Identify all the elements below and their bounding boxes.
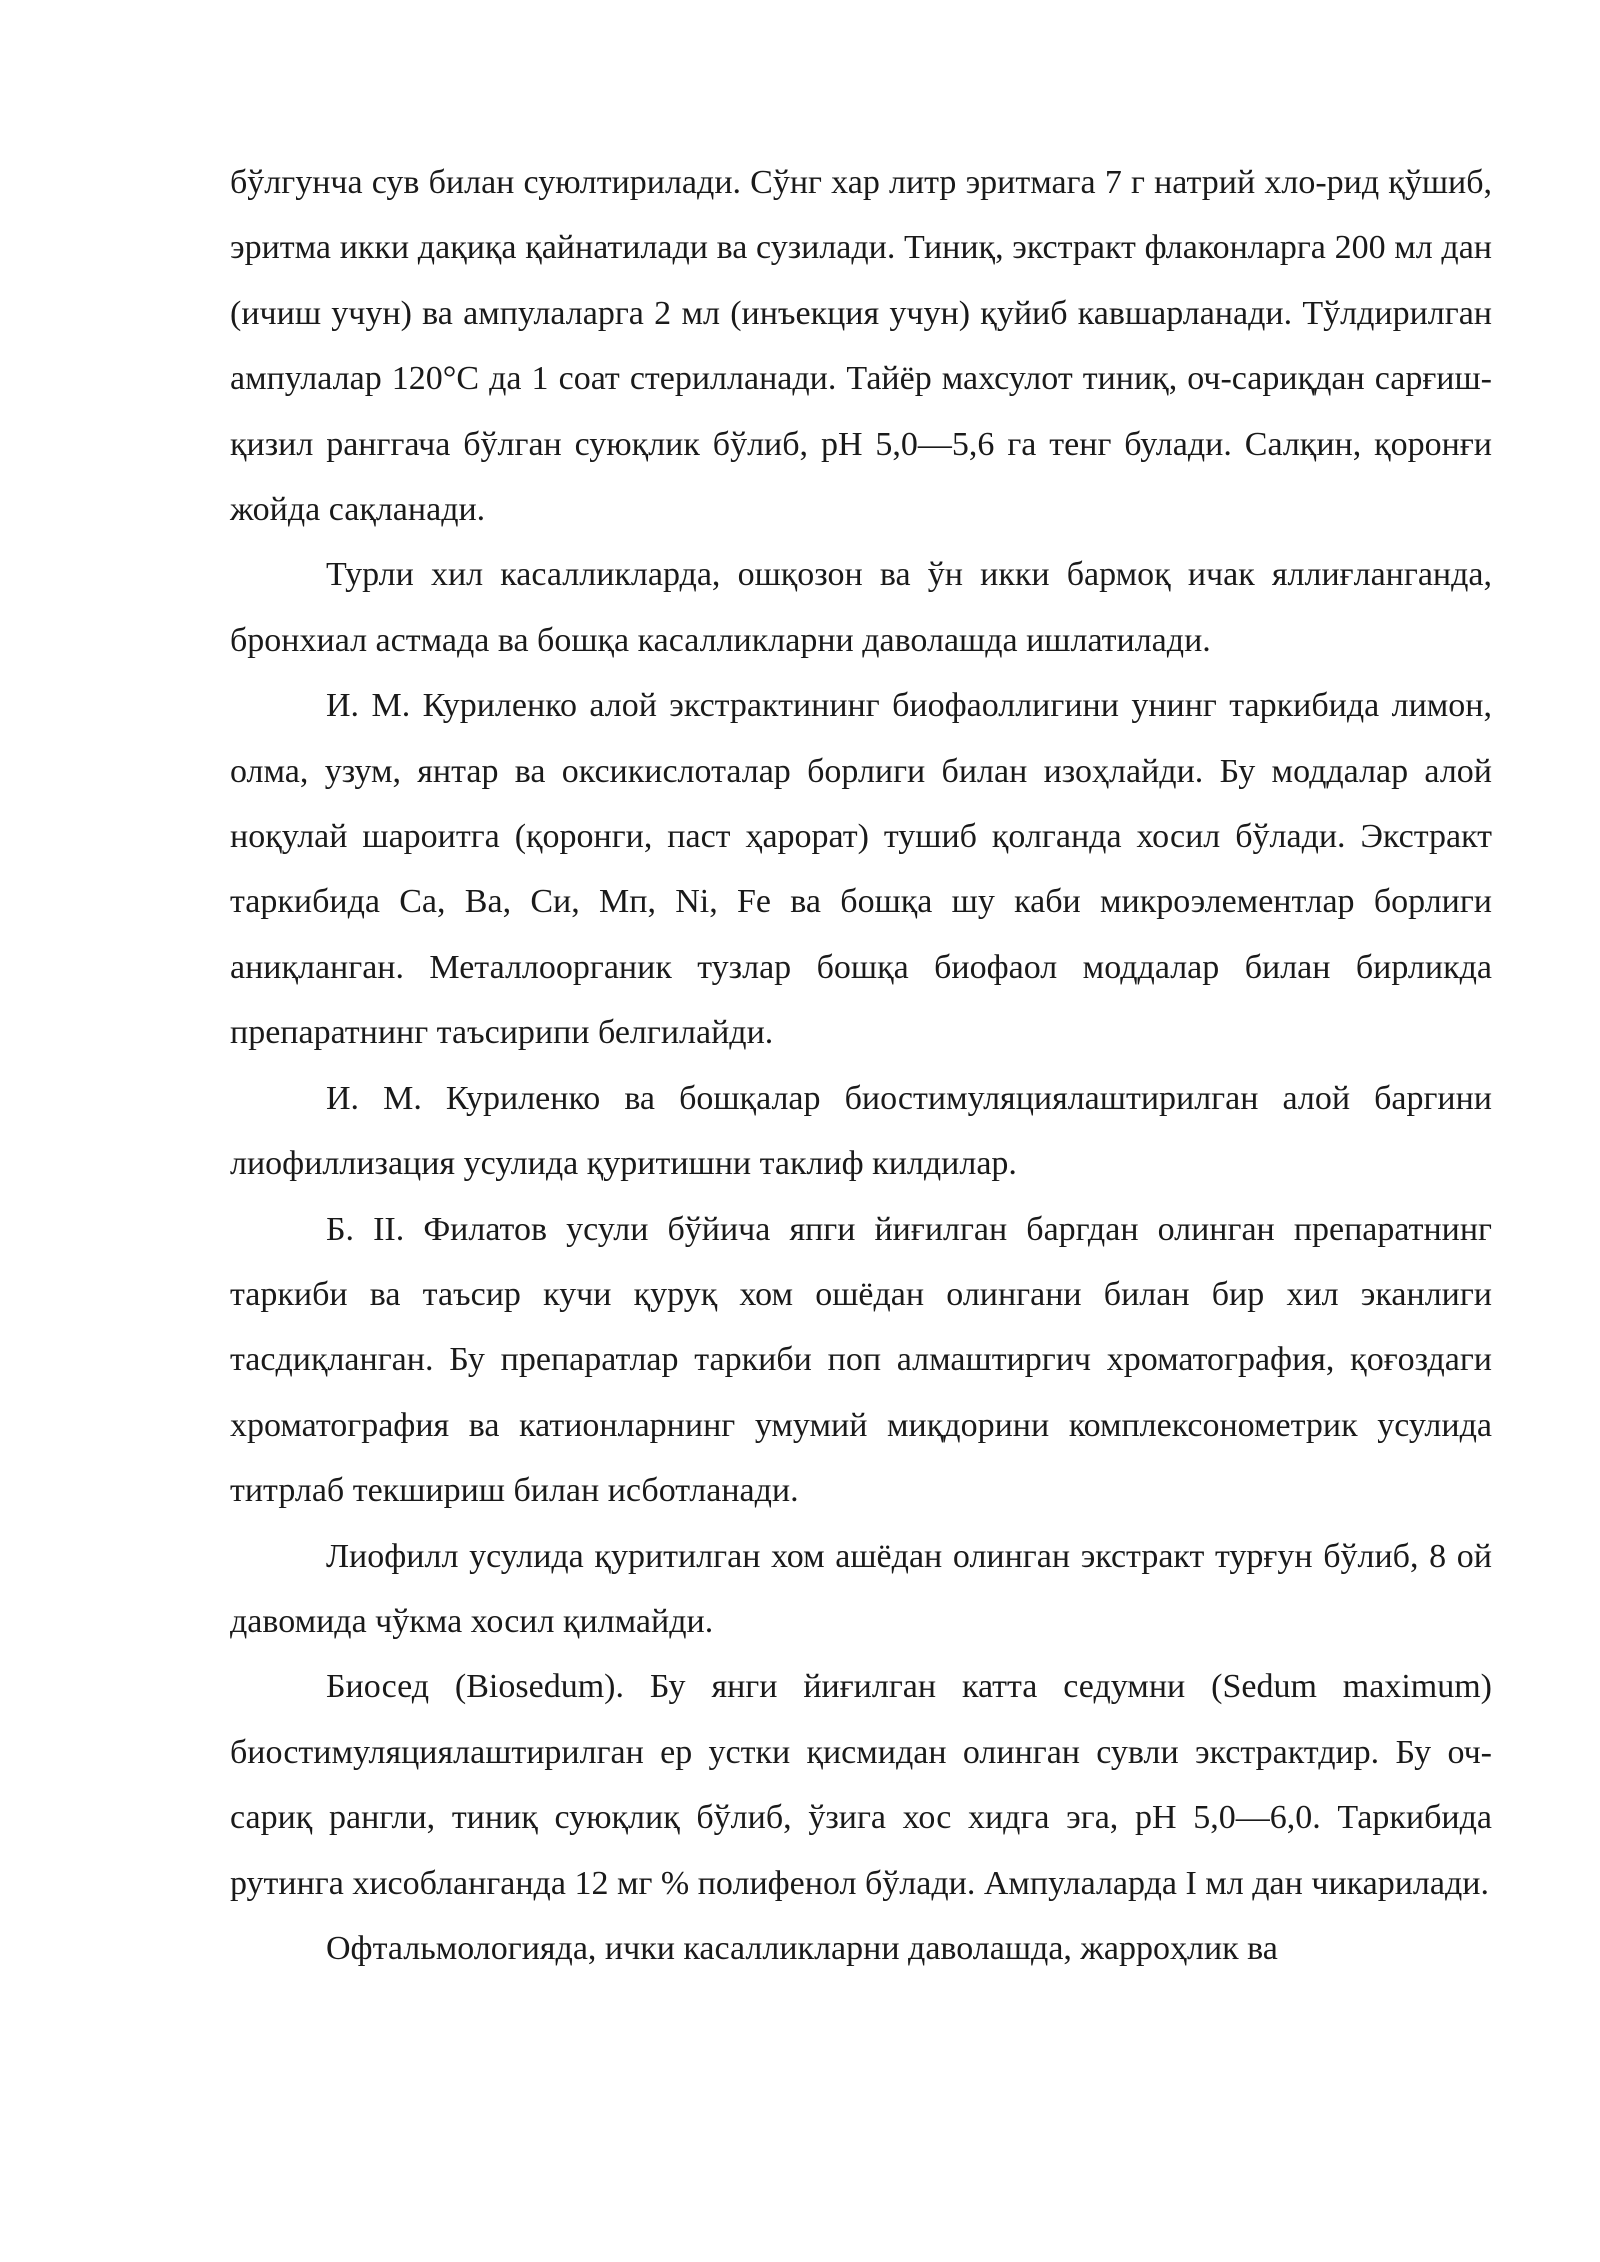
paragraph-1: бўлгунча сув билан суюлтирилади. Сўнг хар литр эритмага 7 г натрий хло-рид қўшиб, эритма икки дақиқа қайнатилади ва сузилади. Тиниқ, экстракт флаконларга 200 мл дан (ичиш учун) ва ампулаларга 2 мл (инъекция учун) қуйиб кавшарланади. Тўлдирилган ампулалар 120°С да 1 соат стерилланади. Тайёр махсулот тиниқ, оч-сариқдан сарғиш-қизил ранггача бўлган суюқлик бўлиб, рН 5,0—5,6 га тенг булади. Салқин, қоронғи жойда сақланади. <box>230 164 1492 529</box>
paragraph-3: И. М. Куриленко алой экстрактининг биофаоллигини унинг таркибида лимон, олма, узум, янтар ва оксикислоталар борлиги билан изоҳлайди. Бу моддалар алой ноқулай шароитга (қоронги, паст ҳарорат) тушиб қолганда хосил бўлади. Экстракт таркибида Са, Ва, Си, Мп, Ni, Fe ва бошқа шу каби микроэлементлар борлиги аниқланган. Металлоорганик тузлар бошқа биофаол моддалар билан бирликда препаратнинг таъсирипи белгилайди. <box>230 687 1492 1052</box>
paragraph-2: Турли хил касалликларда, ошқозон ва ўн икки бармоқ ичак яллиғланганда, бронхиал астмада ва бошқа касалликларни даволашда ишлатилади. <box>230 556 1492 659</box>
paragraph-4: И. М. Куриленко ва бошқалар биостимуляциялаштирилган алой баргини лиофиллизация усулида қуритишни таклиф килдилар. <box>230 1079 1492 1183</box>
paragraph-6: Лиофилл усулида қуритилган хом ашёдан олинган экстракт турғун бўлиб, 8 ой давомида чўкма хосил қилмайди. <box>230 1537 1492 1640</box>
paragraph-5: Б. II. Филатов усули бўйича япги йиғилган баргдан олинган препаратнинг таркиби ва таъсир кучи қуруқ хом ошёдан олингани билан бир хил эканлиги тасдиқланган. Бу препаратлар таркиби поп алмаштиргич хроматография, қоғоздаги хроматография ва катионларнинг умумий миқдорини комплексонометрик усулида титрлаб текшириш билан исботланади. <box>230 1210 1492 1510</box>
paragraph-7: Биосед (Biosedum). Бу янги йиғилган катта седумни (Sedum maximum) биостимуляциялаштирилган ер устки қисмидан олинган сувли экстрактдир. Бу оч-сариқ рангли, тиниқ суюқлиқ бўлиб, ўзига хос хидга эга, рН 5,0—6,0. Таркибида рутинга хисобланганда 12 мг % полифенол бўлади. Ампулаларда I мл дан чикарилади. <box>230 1668 1492 1902</box>
body-text <box>230 150 1492 1981</box>
paragraph-8: Офтальмологияда, ички касалликларни даволашда, жарроҳлик ва <box>326 1929 1278 1967</box>
